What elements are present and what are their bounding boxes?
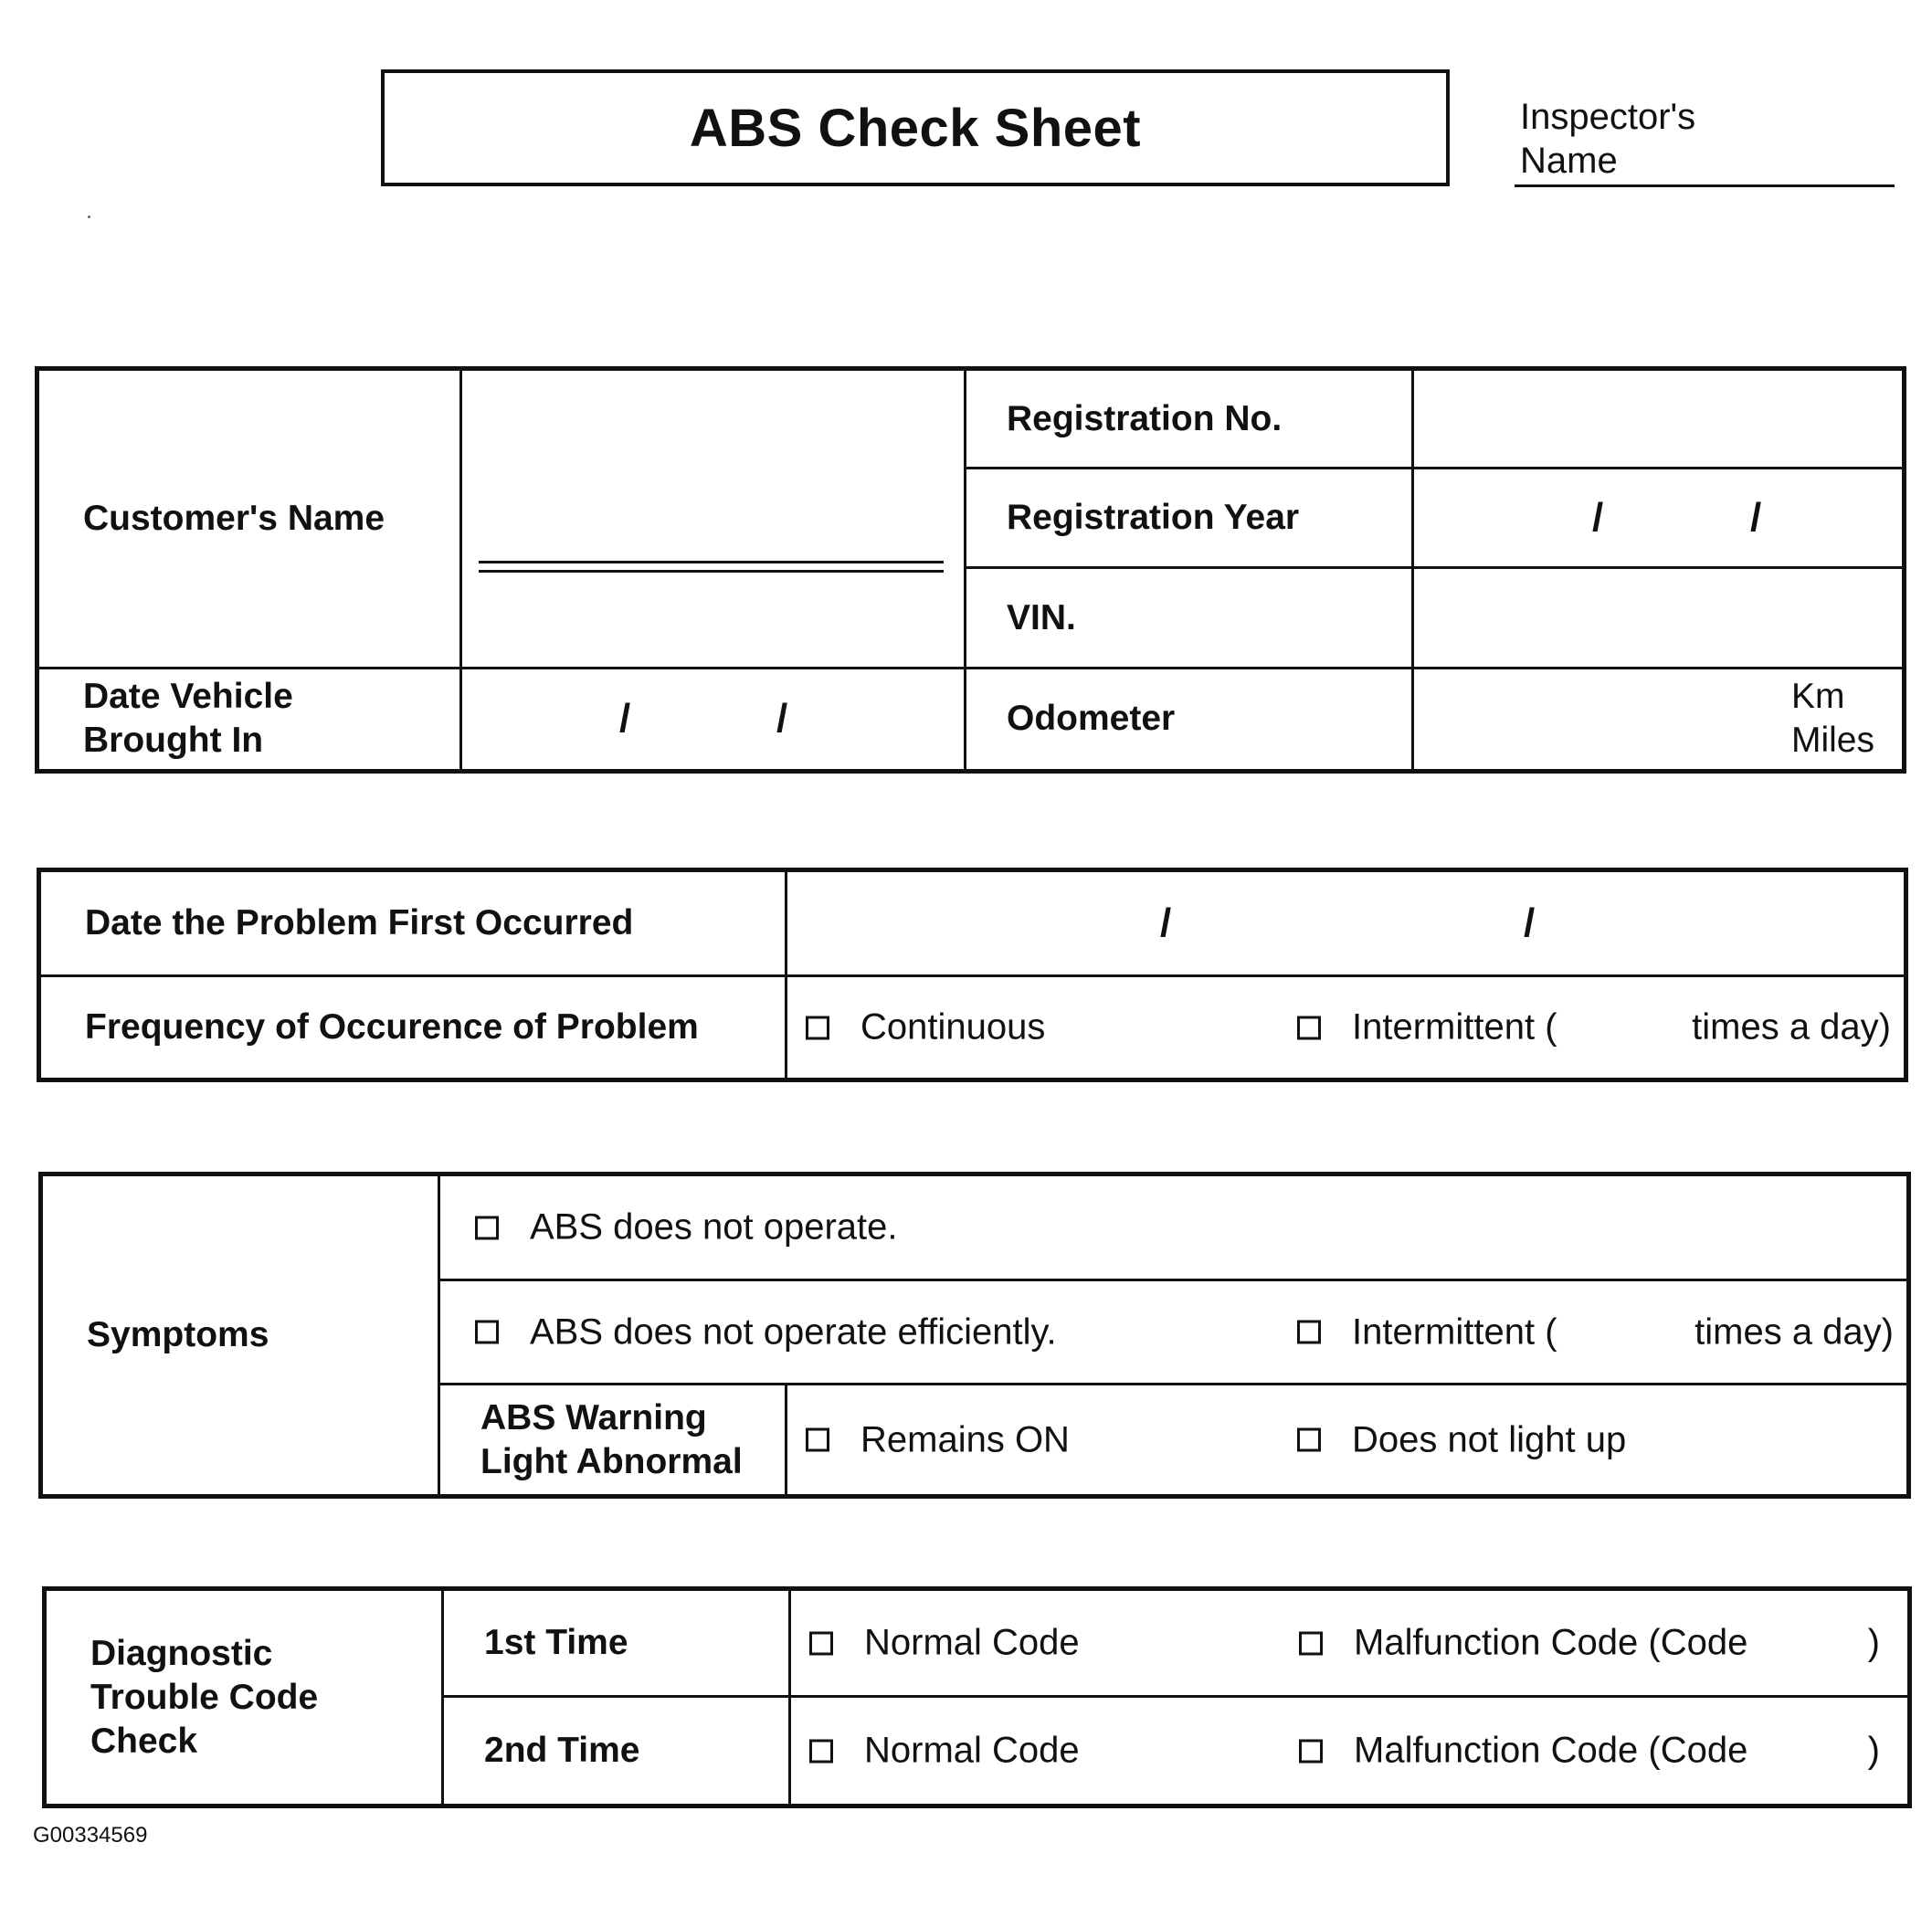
second-normal-code-checkbox[interactable] <box>809 1739 833 1763</box>
not-light-up-checkbox[interactable] <box>1297 1428 1321 1452</box>
remains-on-option[interactable]: Remains ON <box>806 1419 1070 1460</box>
continuous-option[interactable]: Continuous <box>806 1007 1045 1048</box>
symptom-intermittent-option[interactable]: Intermittent ( <box>1297 1311 1557 1353</box>
dtc-table <box>42 1586 1912 1808</box>
registration-year-field[interactable] <box>1413 469 1905 568</box>
problem-table <box>37 868 1908 1082</box>
date-brought-in-label: Date Vehicle Brought In <box>37 668 461 771</box>
first-time-options <box>790 1589 1910 1697</box>
registration-year-label: Registration Year <box>966 469 1413 568</box>
second-time-label: 2nd Time <box>443 1697 790 1806</box>
warning-light-label: ABS Warning Light Abnormal <box>439 1385 787 1497</box>
odometer-label: Odometer <box>966 668 1413 771</box>
frequency-options <box>787 976 1906 1080</box>
second-normal-code-option[interactable]: Normal Code <box>809 1731 1080 1772</box>
warning-light-options <box>787 1385 1909 1497</box>
date-slash: / <box>1592 495 1604 541</box>
times-a-day-label: times a day) <box>1694 1311 1894 1352</box>
registration-no-field[interactable] <box>1413 369 1905 469</box>
second-malfunction-code-checkbox[interactable] <box>1299 1739 1323 1763</box>
vehicle-info-table <box>35 366 1906 774</box>
not-operate-option[interactable]: ABS does not operate. <box>475 1207 898 1248</box>
date-slash: / <box>619 696 631 742</box>
remains-on-checkbox[interactable] <box>806 1428 829 1452</box>
second-malfunction-code-option[interactable]: Malfunction Code (Code <box>1299 1731 1747 1772</box>
symptom-intermittent-checkbox[interactable] <box>1297 1321 1321 1344</box>
not-efficient-row <box>439 1280 1909 1385</box>
title-box <box>381 69 1450 186</box>
times-a-day-label: times a day) <box>1692 1006 1891 1048</box>
figure-id: G00334569 <box>33 1823 148 1848</box>
odometer-units: Km Miles <box>1790 676 1874 760</box>
frequency-label: Frequency of Occurence of Problem <box>39 976 787 1080</box>
not-operate-row <box>439 1174 1909 1280</box>
close-paren: ) <box>1867 1730 1880 1771</box>
intermittent-option[interactable]: Intermittent ( <box>1297 1007 1557 1048</box>
first-time-label: 1st Time <box>443 1589 790 1697</box>
name-line-1 <box>479 561 944 563</box>
date-slash: / <box>1750 495 1762 541</box>
inspector-name-label: Inspector's Name <box>1520 97 1696 181</box>
first-normal-code-option[interactable]: Normal Code <box>809 1623 1080 1664</box>
not-light-up-option[interactable]: Does not light up <box>1297 1419 1626 1460</box>
first-occurred-label: Date the Problem First Occurred <box>39 870 787 976</box>
intermittent-checkbox[interactable] <box>1297 1016 1321 1039</box>
scan-speck <box>88 216 90 218</box>
symptoms-label: Symptoms <box>41 1174 439 1497</box>
first-normal-code-checkbox[interactable] <box>809 1631 833 1655</box>
registration-no-label: Registration No. <box>966 369 1413 469</box>
not-efficient-option[interactable]: ABS does not operate efficiently. <box>475 1311 1057 1353</box>
first-malfunction-code-checkbox[interactable] <box>1299 1631 1323 1655</box>
not-operate-checkbox[interactable] <box>475 1216 499 1239</box>
customer-name-field[interactable] <box>461 369 966 669</box>
first-occurred-field[interactable] <box>787 870 1906 976</box>
vin-field[interactable] <box>1413 568 1905 668</box>
inspector-name-field[interactable] <box>1515 184 1895 187</box>
date-slash: / <box>1524 900 1536 945</box>
odometer-field[interactable] <box>1413 668 1905 771</box>
symptoms-table <box>38 1172 1911 1499</box>
page-title: ABS Check Sheet <box>689 98 1142 158</box>
close-paren: ) <box>1867 1622 1880 1663</box>
dtc-label: Diagnostic Trouble Code Check <box>45 1589 443 1806</box>
date-slash: / <box>776 696 788 742</box>
not-efficient-checkbox[interactable] <box>475 1321 499 1344</box>
second-time-options <box>790 1697 1910 1806</box>
customer-name-label: Customer's Name <box>37 369 461 669</box>
first-malfunction-code-option[interactable]: Malfunction Code (Code <box>1299 1623 1747 1664</box>
vin-label: VIN. <box>966 568 1413 668</box>
name-line-2 <box>479 570 944 573</box>
date-brought-in-field[interactable] <box>461 668 966 771</box>
continuous-checkbox[interactable] <box>806 1016 829 1039</box>
date-slash: / <box>1160 900 1172 945</box>
